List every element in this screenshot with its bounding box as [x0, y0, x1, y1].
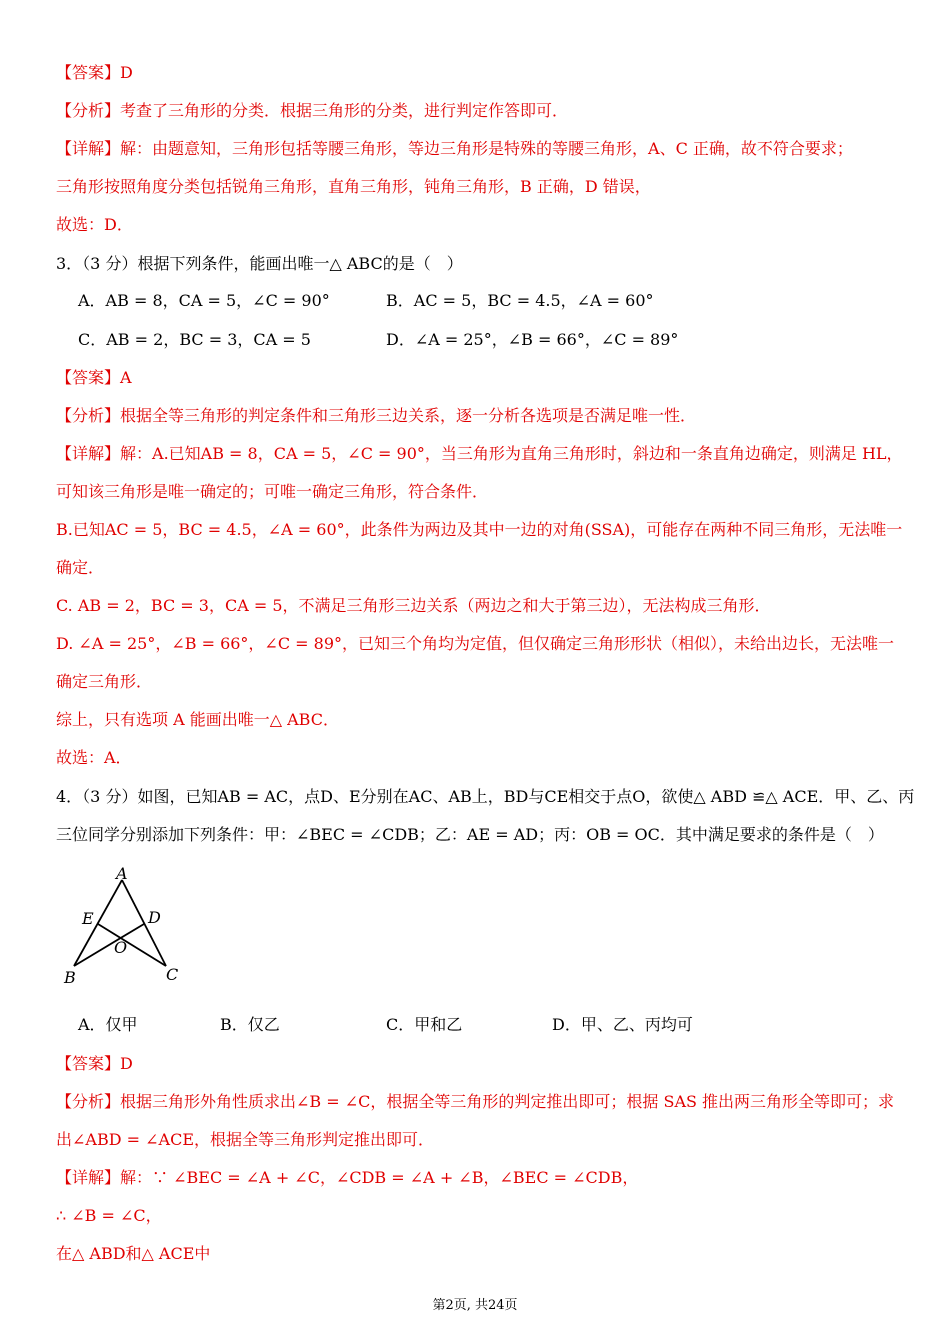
analysis-text: 考查了三角形的分类．根据三角形的分类，进行判定作答即可． — [120, 101, 569, 120]
label-A: A — [116, 864, 128, 883]
q4-stem-2: 三位同学分别添加下列条件：甲：∠BEC = ∠CDB；乙：AE = AD；丙：OB = OC．其中满足要求的条件是（ ） — [56, 825, 884, 844]
q3-stem: 3．（3 分）根据下列条件，能画出唯一△ ABC的是（ ） — [56, 254, 463, 273]
q4-detail-1: 解：∵ ∠BEC = ∠A + ∠C，∠CDB = ∠A + ∠B，∠BEC = ∠CDB， — [120, 1168, 639, 1187]
q4-option-d: D．甲、乙、丙均可 — [552, 1015, 693, 1034]
q3-analysis-tag: 【分析】 — [56, 406, 121, 425]
label-B: B — [64, 968, 76, 987]
q4-answer-value: D — [120, 1054, 133, 1073]
q3-detail-1: 解：A.已知AB = 8，CA = 5，∠C = 90°，当三角形为直角三角形时，斜边和一条直角边确定，则满足 HL， — [120, 444, 903, 463]
q4-detail-line — [56, 1167, 638, 1189]
q4-analysis-tag: 【分析】 — [56, 1092, 121, 1111]
q3-detail-2: 可知该三角形是唯一确定的；可唯一确定三角形，符合条件． — [56, 482, 489, 501]
q4-stem-1: 4．（3 分）如图，已知AB = AC，点D、E分别在AC、AB上，BD与CE相交于点O，欲使△ ABD ≌△ ACE．甲、乙、丙 — [56, 787, 915, 806]
q3-analysis-text: 根据全等三角形的判定条件和三角形三边关系，逐一分析各选项是否满足唯一性． — [120, 406, 697, 425]
detail-text: 解：由题意知，三角形包括等腰三角形，等边三角形是特殊的等腰三角形，A、C 正确，故不符合要求； — [120, 139, 853, 158]
q3-summary: 综上，只有选项 A 能画出唯一△ ABC． — [56, 710, 339, 729]
q4-option-a: A．仅甲 — [78, 1015, 138, 1034]
q4-analysis-2: 出∠ABD = ∠ACE，根据全等三角形判定推出即可． — [56, 1130, 435, 1149]
detail-line — [56, 138, 853, 160]
detail-text-2: 三角形按照角度分类包括锐角三角形，直角三角形，钝角三角形，B 正确，D 错误， — [56, 177, 651, 196]
q3-answer-line — [56, 367, 132, 389]
q3-conclusion: 故选：A． — [56, 748, 132, 767]
label-C: C — [166, 965, 179, 984]
q4-answer-tag: 【答案】 — [56, 1054, 121, 1073]
q3-detail-line — [56, 443, 903, 465]
q3-option-b: B．AC = 5，BC = 4.5，∠A = 60° — [386, 291, 654, 310]
q4-detail-2: ∴ ∠B = ∠C， — [56, 1206, 162, 1225]
q3-detail-5: C. AB = 2，BC = 3，CA = 5，不满足三角形三边关系（两边之和大于第三边），无法构成三角形． — [56, 596, 771, 615]
label-O: O — [114, 938, 128, 957]
q4-detail-3: 在△ ABD和△ ACE中 — [56, 1244, 211, 1263]
q4-option-c: C．甲和乙 — [386, 1015, 463, 1034]
analysis-tag: 【分析】 — [56, 101, 121, 120]
triangle-figure — [56, 862, 196, 992]
q3-detail-4: 确定． — [56, 558, 105, 577]
label-E: E — [82, 909, 94, 928]
q3-detail-6: D. ∠A = 25°，∠B = 66°，∠C = 89°，已知三个角均为定值，但仅确定三角形形状（相似），未给出边长，无法唯一 — [56, 634, 895, 653]
answer-line — [56, 62, 133, 84]
q3-option-d: D．∠A = 25°，∠B = 66°，∠C = 89° — [386, 330, 679, 349]
q3-detail-tag: 【详解】 — [56, 444, 121, 463]
conclusion: 故选：D． — [56, 215, 133, 234]
q3-answer-tag: 【答案】 — [56, 368, 121, 387]
q3-option-c: C．AB = 2，BC = 3，CA = 5 — [78, 330, 311, 349]
answer-tag: 【答案】 — [56, 63, 121, 82]
detail-tag: 【详解】 — [56, 139, 121, 158]
q3-analysis-line — [56, 405, 696, 427]
q4-analysis-1: 根据三角形外角性质求出∠B = ∠C，根据全等三角形的判定推出即可；根据 SAS 推出两三角形全等即可；求 — [120, 1092, 895, 1111]
q4-option-b: B．仅乙 — [220, 1015, 280, 1034]
analysis-line — [56, 100, 568, 122]
q4-detail-tag: 【详解】 — [56, 1168, 121, 1187]
label-D: D — [148, 908, 161, 927]
q3-option-a: A．AB = 8，CA = 5，∠C = 90° — [78, 291, 330, 310]
answer-value: D — [120, 63, 133, 82]
q3-answer-value: A — [120, 368, 132, 387]
q4-analysis-line — [56, 1091, 894, 1113]
q3-detail-3: B.已知AC = 5，BC = 4.5，∠A = 60°，此条件为两边及其中一边的对角(SSA)，可能存在两种不同三角形，无法唯一 — [56, 520, 903, 539]
q4-answer-line — [56, 1053, 133, 1075]
q3-detail-7: 确定三角形． — [56, 672, 153, 691]
page-footer: 第2页, 共24页 — [432, 1298, 518, 1313]
